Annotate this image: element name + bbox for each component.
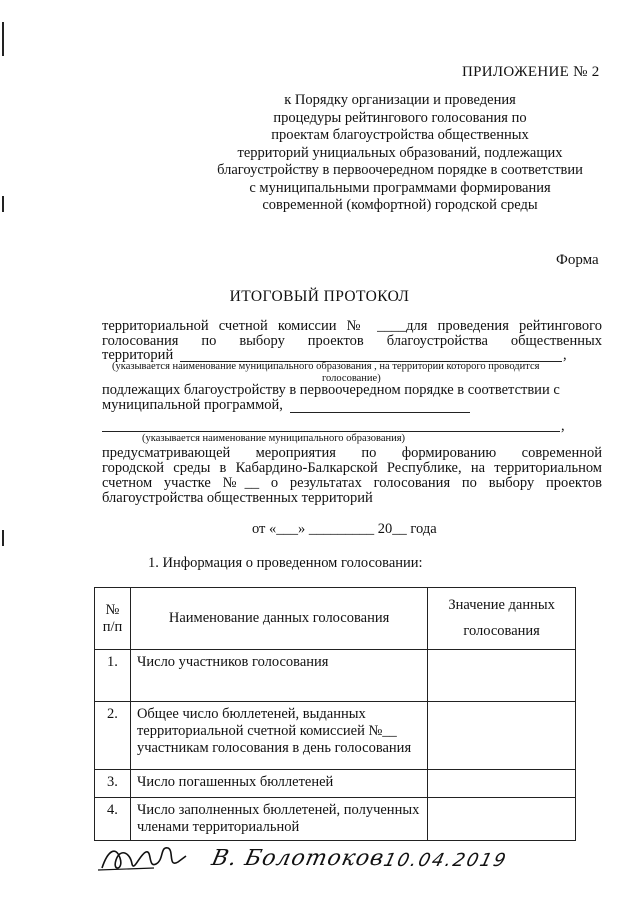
body-line: муниципальной программой, <box>102 397 283 413</box>
header-name: Наименование данных голосования <box>130 588 427 650</box>
signature-name: В. Болотоков <box>209 846 387 871</box>
hint-text: голосование) <box>322 373 381 384</box>
blank-line <box>290 412 470 413</box>
handwritten-signature <box>94 838 194 878</box>
row-value <box>428 650 576 702</box>
scan-edge-mark <box>2 22 4 56</box>
scan-edge-mark <box>2 196 4 212</box>
appendix-line: с муниципальными программами формирования <box>249 179 551 196</box>
body-line: , <box>561 418 565 434</box>
form-label: Форма <box>556 252 599 268</box>
voting-info-table <box>94 587 576 841</box>
signature-date: 10.04.2019 <box>381 850 510 871</box>
row-value <box>428 798 576 841</box>
scan-edge-mark <box>2 530 4 546</box>
section-title: 1. Информация о проведенном голосовании: <box>148 555 423 571</box>
body-line: территорий <box>102 347 174 363</box>
table-row <box>95 650 576 702</box>
appendix-line: территорий унициальных образований, подлежащих <box>237 144 563 161</box>
hint-text: (указывается наименование муниципального образования , на территории которого проводится <box>112 361 540 372</box>
row-name: Число участников голосования <box>130 650 427 702</box>
body-line: подлежащих благоустройству в первоочередном порядке в соответствии с <box>102 382 560 398</box>
appendix-line: современной (комфортной) городской среды <box>262 197 538 213</box>
table-row <box>95 798 576 841</box>
body-line: счетном участке №__ о результатах голосования по выбору проектов <box>102 475 602 491</box>
row-name: Число заполненных бюллетеней, полученных членами территориальной <box>130 798 427 841</box>
row-name: Общее число бюллетеней, выданных территориальной счетной комиссией №__ участникам голосования в день голосования <box>130 702 427 770</box>
header-value: Значение данных голосования <box>428 588 576 650</box>
row-num: 2. <box>95 702 131 770</box>
table-row <box>95 702 576 770</box>
appendix-line: процедуры рейтингового голосования по <box>273 109 527 126</box>
body-line: благоустройства общественных территорий <box>102 490 373 506</box>
appendix-line: проектам благоустройства общественных <box>271 127 529 143</box>
row-num: 4. <box>95 798 131 841</box>
blank-line <box>102 431 560 432</box>
body-line: , <box>563 347 567 363</box>
body-line: предусматривающей мероприятия по формированию современной <box>102 445 602 461</box>
row-name: Число погашенных бюллетеней <box>130 770 427 798</box>
appendix-reference <box>180 92 620 215</box>
row-value <box>428 770 576 798</box>
hint-text: (указывается наименование муниципального образования) <box>142 433 406 444</box>
row-value <box>428 702 576 770</box>
appendix-line: к Порядку организации и проведения <box>284 92 516 108</box>
body-line: голосования по выбору проектов благоустройства общественных <box>102 333 602 349</box>
table-header-row <box>95 588 576 650</box>
header-num: № п/п <box>95 588 131 650</box>
appendix-title: ПРИЛОЖЕНИЕ № 2 <box>462 64 600 80</box>
body-line: территориальной счетной комиссии № ____для проведения рейтингового <box>102 318 602 334</box>
row-num: 1. <box>95 650 131 702</box>
document-title: ИТОГОВЫЙ ПРОТОКОЛ <box>229 288 410 305</box>
table-row <box>95 770 576 798</box>
appendix-line: благоустройству в первоочередном порядке в соответствии <box>217 162 583 178</box>
date-line: от «___» _________ 20__ года <box>252 521 437 537</box>
body-line: городской среды в Кабардино-Балкарской Республике, на территориальном <box>102 460 602 476</box>
row-num: 3. <box>95 770 131 798</box>
